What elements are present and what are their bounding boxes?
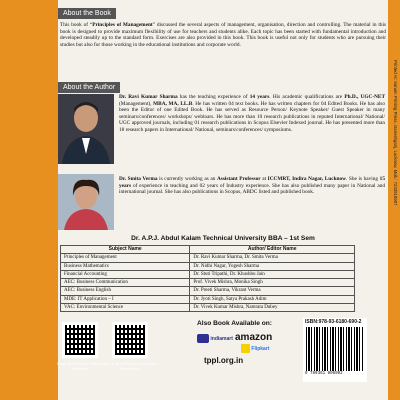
table-row bbox=[61, 287, 355, 295]
flipkart-icon bbox=[241, 344, 250, 353]
col-author-name: Author/ Editor Name bbox=[190, 246, 355, 254]
ebook-qr-code[interactable] bbox=[112, 322, 148, 358]
university-line: Dr. A.P.J. Abdul Kalam Technical University BBA – 1st Sem bbox=[131, 235, 315, 242]
subject-cell: VAC: Environmental Science bbox=[61, 304, 190, 312]
subject-cell: AEC: Business English bbox=[61, 287, 190, 295]
table-row bbox=[61, 279, 355, 287]
table-row bbox=[61, 270, 355, 278]
qr2-caption: Buy E-Book Edition in Google Play Books bbox=[103, 361, 157, 371]
author-cell: Prof. Vivek Mishra, Monika Singh bbox=[190, 279, 355, 287]
table-row bbox=[61, 262, 355, 270]
printer-info: Printed At: Sonam Printing Press, Ganeshganj, Lucknow, Mob.: 7233918907 bbox=[393, 60, 398, 206]
qr1-caption: Scan QR Code for Official Website bbox=[57, 361, 103, 371]
website-qr-code[interactable] bbox=[62, 322, 98, 358]
about-book-text: This book of “Principles of Management” discussed the several aspects of management, organisation, direction and controlling. The material in this book is designed to provide maximum flexibility of use for teachers and students alike. Each topic has been started with fundamental introduction and developed steadily up to the standard form. Exercises are also provided in this book. This book is useful not only for students who are pursuing their studies but also for those working in the educational institutions and corporate world. bbox=[60, 22, 387, 48]
subject-cell: Principles of Management bbox=[61, 254, 190, 262]
author-cell: Dr. Jyoti Singh, Satya Prakash Adim bbox=[190, 295, 355, 303]
indiamart-logo[interactable]: indiamart bbox=[197, 334, 233, 343]
author2-bio: Dr. Smita Verma is currently working as an Assistant Professor at ICCMRT, Indira Nagar, Lucknow. She is having 15 years of experience in teaching and 02 years of Industry experience. She has also published many paper in National and international journal. She has also publications in Scopus, ABDC listed and published book. bbox=[119, 176, 385, 196]
author2-photo bbox=[58, 174, 114, 230]
author1-bio: Dr. Ravi Kumar Sharma has the teaching experience of 14 years. His academic qualifications are Ph.D., UGC-NET (Management), MBA, MA, LL.B. He has written 04 text books. He has written chapters for 04 Edited Books. He has also been the Editor of one Edited Book. He has served as Resource Person/ Keynote Speaker/ Guest Speaker in many seminars/conferences/ workshops/ webinars. He has more than 10 research publications in reputed International/ National/ UGC approved journals, including 01 research publications in Scopus Elsevier Indexed journal. He has presented more than 18 research papers in International/ National, seminars/conferences/ symposiums. bbox=[119, 94, 386, 133]
col-subject-name: Subject Name bbox=[61, 246, 190, 254]
barcode-number: 9 789361 806902 bbox=[305, 372, 343, 376]
about-book-heading: About the Book bbox=[58, 8, 116, 19]
subject-cell: Business Mathematics bbox=[61, 262, 190, 270]
author-cell: Dr. Ravi Kumar Sharma, Dr. Smita Verma bbox=[190, 254, 355, 262]
barcode bbox=[306, 327, 364, 371]
table-row bbox=[61, 254, 355, 262]
table-row bbox=[61, 295, 355, 303]
subject-cell: AEC: Business Communication bbox=[61, 279, 190, 287]
author1-photo bbox=[58, 94, 114, 164]
subject-cell: MDE: IT Application – I bbox=[61, 295, 190, 303]
available-on-label: Also Book Available on: bbox=[197, 320, 272, 327]
subject-table bbox=[60, 245, 355, 312]
website-link[interactable]: tppl.org.in bbox=[204, 356, 244, 365]
about-author-heading: About the Author bbox=[58, 82, 120, 93]
subject-cell: Financial Accounting bbox=[61, 270, 190, 278]
table-row bbox=[61, 304, 355, 312]
indiamart-icon bbox=[197, 334, 209, 343]
amazon-logo[interactable]: amazon bbox=[235, 332, 273, 343]
flipkart-logo[interactable]: Flipkart bbox=[241, 344, 269, 353]
author-cell: Dr. Nidhi Nagar, Yogesh Sharma bbox=[190, 262, 355, 270]
isbn-label: ISBN:978-93-6180-690-2 bbox=[305, 319, 362, 325]
author-cell: Dr. Preeti Sharma, Vikrant Verma bbox=[190, 287, 355, 295]
author-cell: Dr. Stuti Tripathi, Dr. Khushbu Jain bbox=[190, 270, 355, 278]
table-header-row bbox=[61, 246, 355, 254]
author-cell: Dr. Vivek Kumar Mishra, Namrata Dubey bbox=[190, 304, 355, 312]
